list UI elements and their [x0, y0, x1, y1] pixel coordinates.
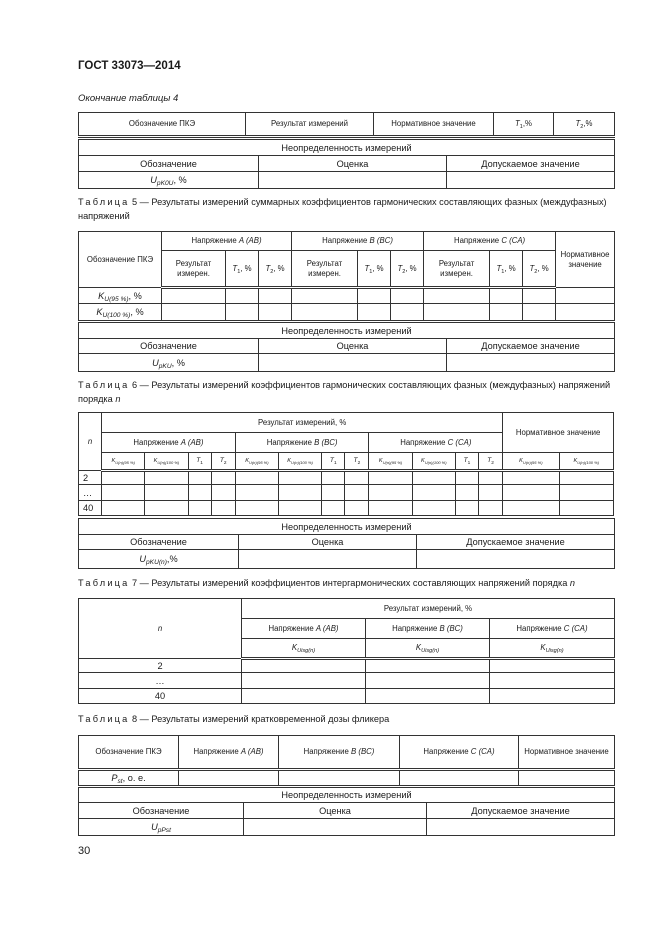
- table-8-uncertainty-title: Неопределенность измерений: [79, 788, 615, 803]
- page-header-standard: ГОСТ 33073—2014: [78, 60, 181, 72]
- table-5-header-norm: Нормативное значение: [556, 232, 615, 288]
- table-5-header-t2-b: $T_2$, %: [391, 251, 424, 288]
- table-4-header-pke: Обозначение ПКЭ: [79, 113, 246, 137]
- table-row: [79, 659, 615, 673]
- table-5-header-result-a: Результат измерен.: [162, 251, 226, 288]
- table-7-header-phase-c: Напряжение C (CA): [490, 619, 615, 639]
- table-5-header-t2-a: $T_2$, %: [259, 251, 292, 288]
- table-6-header-k95-a: $K_{U(n)(95 \%)}$: [102, 453, 145, 471]
- table-6-uncertainty-allowed: Допускаемое значение: [417, 535, 615, 550]
- table-6-header-k100-norm: $K_{U(n)(100 \%)}$: [559, 453, 613, 471]
- table-6-header-phase-b: Напряжение B (BC): [235, 433, 369, 453]
- table-6-header-phase-c: Напряжение C (CA): [369, 433, 503, 453]
- table-5-header-phase-b: Напряжение B (BC): [292, 232, 424, 251]
- table-4-uncertainty-designation: Обозначение: [79, 156, 259, 172]
- table-6: [78, 412, 614, 516]
- table-8-header-pke: Обозначение ПКЭ: [79, 736, 179, 770]
- table-8-caption: Таблица 8 — Результаты измерений кратковременной дозы фликера: [78, 714, 390, 724]
- table-7-row-n: 2: [79, 659, 242, 673]
- table-8-uncertainty-estimate: Оценка: [244, 803, 427, 819]
- table-5-uncertainty-estimate: Оценка: [259, 339, 447, 354]
- table-6-header-phase-a: Напряжение A (AB): [102, 433, 236, 453]
- table-6-header-t1-a: $T_1$: [188, 453, 211, 471]
- table-4-uncertainty-title: Неопределенность измерений: [79, 140, 615, 156]
- table-8: [78, 735, 615, 786]
- table-5-header-t1-a: $T_1$, %: [226, 251, 259, 288]
- table-5-header-phase-a: Напряжение A (AB): [162, 232, 292, 251]
- table-8-header-phase-c: Напряжение C (CA): [400, 736, 519, 770]
- table-6-caption: Таблица 6 — Результаты измерений коэффициентов гармонических составляющих фазных (междуфазных) напряжений порядка n: [78, 380, 611, 404]
- table-6-header-k95-norm: $K_{U(n)(95 \%)}$: [503, 453, 559, 471]
- table-6-header-t1-c: $T_1$: [455, 453, 478, 471]
- table-8-uncertainty-allowed: Допускаемое значение: [427, 803, 615, 819]
- page-number: 30: [78, 845, 91, 857]
- table-4-uncertainty-estimate-value: [259, 172, 447, 189]
- table-6-header-k95-c: $K_{U(n)(95 \%)}$: [369, 453, 412, 471]
- table-6-header-t2-c: $T_2$: [479, 453, 503, 471]
- table-6-uncertainty: [78, 518, 615, 569]
- table-5-uncertainty: [78, 322, 615, 372]
- table-8-header-norm: Нормативное значение: [519, 736, 615, 770]
- table-row: [79, 304, 615, 321]
- table-6-header-k100-a: $K_{U(n)(100 \%)}$: [145, 453, 188, 471]
- table-8-uncertainty-row-label: $U_{pPst}$: [79, 819, 244, 836]
- table-4-header-result: Результат измерений: [246, 113, 374, 137]
- table-7-header-phase-b: Напряжение B (BC): [366, 619, 490, 639]
- table-6-row-n: 2: [79, 471, 102, 485]
- table-row: [79, 689, 615, 704]
- table-6-row-n: …: [79, 485, 102, 501]
- table-7-header-phase-a: Напряжение A (AB): [242, 619, 366, 639]
- table-6-header-n: n: [79, 413, 102, 471]
- table-6-row-n: 40: [79, 501, 102, 516]
- table-6-header-t1-b: $T_1$: [322, 453, 345, 471]
- table-4: [78, 112, 615, 138]
- table-5-header-t2-c: $T_2$, %: [523, 251, 556, 288]
- table-5-uncertainty-title: Неопределенность измерений: [79, 323, 615, 339]
- table-4-header-norm: Нормативное значение: [374, 113, 494, 137]
- table-5-header-result-b: Результат измерен.: [292, 251, 358, 288]
- table-row: [79, 471, 614, 485]
- table-6-header-result: Результат измерений, %: [102, 413, 503, 433]
- table-4-uncertainty: [78, 139, 615, 189]
- table-5-header-pke: Обозначение ПКЭ: [79, 232, 162, 288]
- table-row: [79, 485, 614, 501]
- table-7: [78, 598, 615, 704]
- table-5-header-result-c: Результат измерен.: [424, 251, 490, 288]
- table-7-caption: Таблица 7 — Результаты измерений коэффициентов интергармонических составляющих напряжений порядка n: [78, 578, 576, 588]
- table-6-header-k95-b: $K_{U(n)(95 \%)}$: [235, 453, 278, 471]
- table-5-uncertainty-allowed: Допускаемое значение: [447, 339, 615, 354]
- table-4-uncertainty-estimate: Оценка: [259, 156, 447, 172]
- table-6-header-k100-c: $K_{U(n)(100 \%)}$: [412, 453, 455, 471]
- table-5-header-phase-c: Напряжение C (CA): [424, 232, 556, 251]
- table-8-uncertainty-designation: Обозначение: [79, 803, 244, 819]
- table-4-uncertainty-allowed: Допускаемое значение: [447, 156, 615, 172]
- table-4-header-t2: $T_2,\%$: [554, 113, 615, 137]
- table-7-header-k-a: $K_{Uisg(n)}$: [242, 639, 366, 659]
- table-6-header-k100-b: $K_{U(n)(100 \%)}$: [279, 453, 322, 471]
- table-5-row-label: $K_{U(95 \%)}$, %: [79, 288, 162, 304]
- table-4-continuation-label: Окончание таблицы 4: [78, 93, 179, 104]
- table-7-header-k-b: $K_{Uisg(n)}$: [366, 639, 490, 659]
- table-6-header-norm: Нормативное значение: [503, 413, 614, 453]
- table-row: [79, 673, 615, 689]
- table-5-uncertainty-row-label: $U_{pKU}$, %: [79, 354, 259, 372]
- table-8-header-phase-a: Напряжение A (AB): [179, 736, 279, 770]
- table-5-uncertainty-designation: Обозначение: [79, 339, 259, 354]
- table-5: [78, 231, 615, 321]
- table-5-header-t1-b: $T_1$, %: [358, 251, 391, 288]
- table-5-row-label: $K_{U(100 \%)}$, %: [79, 304, 162, 321]
- table-7-row-n: …: [79, 673, 242, 689]
- table-7-row-n: 40: [79, 689, 242, 704]
- table-8-row-label: $P_{st}$, о. е.: [79, 770, 179, 786]
- table-8-header-phase-b: Напряжение B (BC): [279, 736, 400, 770]
- table-6-uncertainty-title: Неопределенность измерений: [79, 519, 615, 535]
- table-4-header-t1: $T_1,\%$: [494, 113, 554, 137]
- table-row: [79, 770, 615, 786]
- table-6-header-t2-a: $T_2$: [211, 453, 235, 471]
- table-row: [79, 501, 614, 516]
- table-6-uncertainty-row-label: $U_{pKU(n)},\%$: [79, 550, 239, 569]
- table-7-header-result: Результат измерений, %: [242, 599, 615, 619]
- table-5-caption: Таблица 5 — Результаты измерений суммарных коэффициентов гармонических составляющих фазных (междуфазных) напряжений: [78, 197, 607, 221]
- table-4-uncertainty-allowed-value: [447, 172, 615, 189]
- table-7-header-n: n: [79, 599, 242, 659]
- table-8-uncertainty: [78, 787, 615, 836]
- table-5-header-t1-c: $T_1$, %: [490, 251, 523, 288]
- table-4-uncertainty-row-label: $U_{pK0U}$, %: [79, 172, 259, 189]
- table-6-header-t2-b: $T_2$: [345, 453, 369, 471]
- table-6-uncertainty-estimate: Оценка: [239, 535, 417, 550]
- table-row: [79, 288, 615, 304]
- table-7-header-k-c: $K_{Uisg(n)}$: [490, 639, 615, 659]
- table-6-uncertainty-designation: Обозначение: [79, 535, 239, 550]
